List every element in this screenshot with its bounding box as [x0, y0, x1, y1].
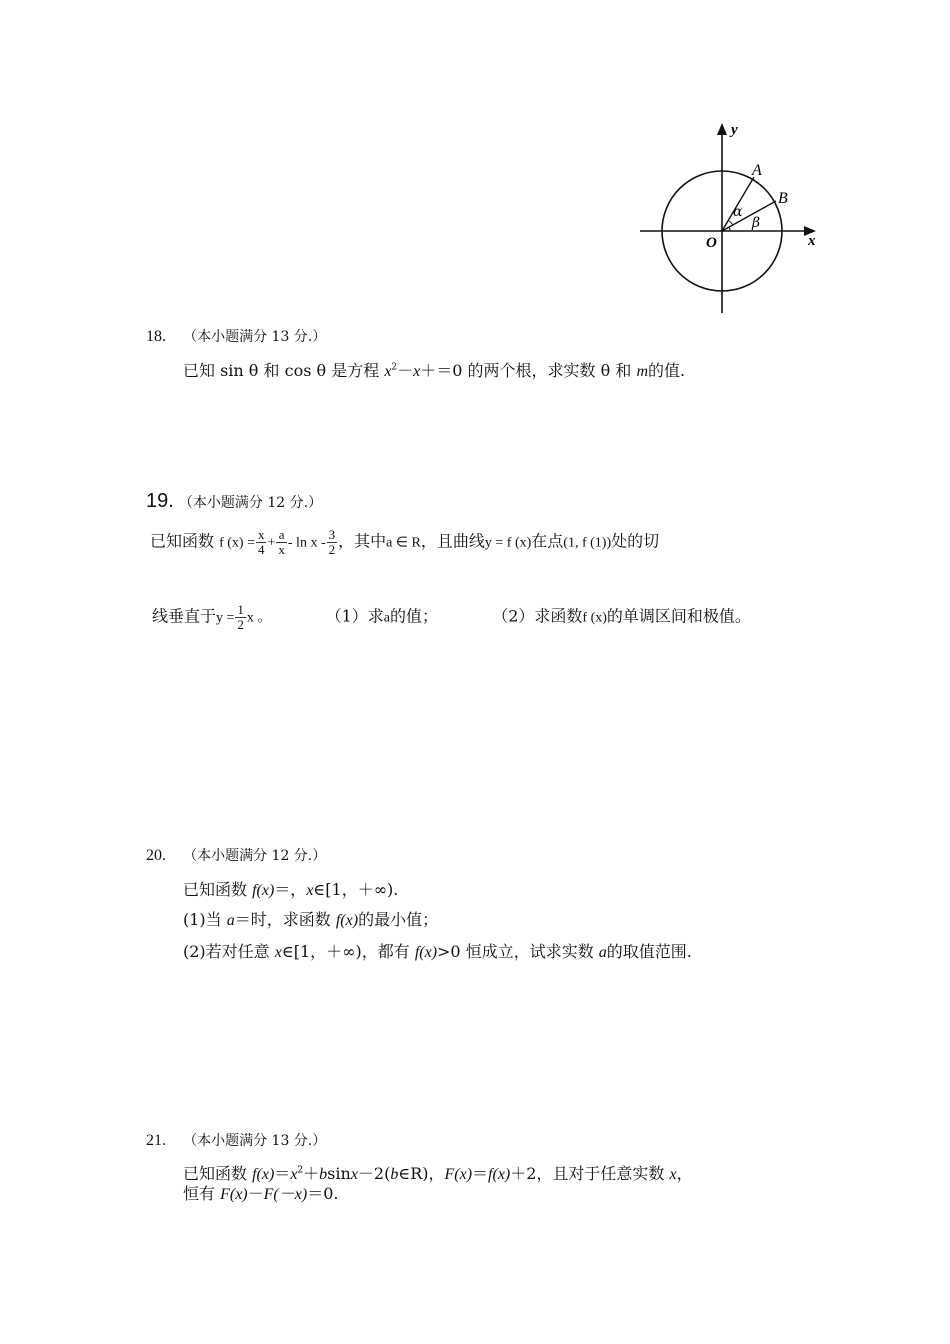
- q20-header: （本小题满分 12 分.）: [183, 848, 327, 864]
- q19-body-line2: [152, 603, 751, 631]
- q18-text-4: 的值.: [648, 361, 686, 380]
- q18-text-2: －: [397, 361, 414, 380]
- unit-circle-figure: [630, 115, 830, 320]
- question-18: [146, 326, 326, 346]
- q20-line1: 已知函数 f(x)＝，x∈[1，＋∞).: [183, 880, 399, 899]
- q19-part2-fx: f (x): [582, 610, 607, 626]
- q18-number: 18.: [146, 328, 166, 345]
- q20-line3: (2)若对任意 x∈[1，＋∞)，都有 f(x)>0 恒成立，试求实数 a的取值范围.: [183, 942, 692, 961]
- y-axis-arrow: [717, 123, 727, 135]
- q18-sup: 2: [391, 362, 398, 373]
- q21-number: 21.: [146, 1132, 166, 1149]
- q18-text-1: 已知 sin θ 和 cos θ 是方程: [183, 361, 385, 380]
- question-21: [146, 1130, 326, 1150]
- q19-part1-a: （1）求: [325, 606, 384, 626]
- label-x: x: [808, 233, 816, 249]
- question-20: [146, 845, 326, 865]
- q19-frac-a-over-x: $\frac{a}{x}$: [278, 527, 285, 557]
- q19-f-lhs: f (x) =: [219, 535, 255, 551]
- q19-frac-3-over-2: $\frac{3}{2}$: [328, 527, 336, 557]
- q19-text-6: 线垂直于: [152, 606, 217, 626]
- label-beta: β: [752, 215, 761, 231]
- q18-header: （本小题满分 13 分.）: [183, 329, 327, 345]
- label-alpha: α: [733, 204, 743, 220]
- q19-frac-x-over-4: $\frac{x}{4}$: [257, 527, 265, 557]
- q19-part1-var: a: [383, 610, 391, 626]
- q19-text-4: 在点: [531, 531, 564, 551]
- angle-arc-alpha: [729, 221, 733, 225]
- q18-var-x2: x: [413, 363, 421, 380]
- q21-header: （本小题满分 13 分.）: [183, 1133, 327, 1149]
- label-a: A: [752, 162, 762, 179]
- q19-part1-b: 的值；: [390, 606, 439, 626]
- q20-fx: f(x): [252, 882, 275, 899]
- q19-part2-b: 的单调区间和极值。: [606, 606, 751, 626]
- q19-text-2: ，其中: [338, 531, 387, 551]
- label-origin: O: [706, 235, 717, 251]
- label-y: y: [731, 122, 738, 138]
- q19-minus-ln: - ln x -: [287, 535, 326, 551]
- q19-text-5: 处的切: [611, 531, 660, 551]
- q19-body-line1: [150, 528, 659, 556]
- q18-body: [183, 358, 685, 381]
- label-b: B: [778, 190, 788, 207]
- q21-line1: 已知函数 $f(x)=x^2+bsinx-2(b\in R)$，F(x)＝f(x)＋2，且对于任意实数 x，: [183, 1164, 693, 1183]
- q19-curve: y = f (x): [484, 535, 532, 551]
- q18-text-3: ＋＝0 的两个根，求实数 θ 和: [420, 361, 637, 380]
- q21-line2: 恒有 F(x)－F(－x)＝0.: [183, 1184, 339, 1203]
- q20-line2: (1)当 a＝时，求函数 f(x)的最小值；: [183, 910, 439, 929]
- q19-text-3: ，且曲线: [420, 531, 485, 551]
- q19-text-1: 已知函数: [150, 531, 220, 551]
- q19-header: （本小题满分 12 分.）: [178, 495, 323, 511]
- q19-plus: +: [267, 535, 276, 551]
- q19-part2-a: （2）求函数: [492, 606, 583, 626]
- q19-frac-1-over-2: $\frac{1}{2}$: [237, 602, 244, 632]
- q18-var-m: m: [636, 363, 649, 380]
- q19-y-eq: y =: [216, 610, 235, 626]
- q19-number: 19.: [146, 490, 174, 512]
- question-19: [146, 490, 322, 513]
- q20-number: 20.: [146, 847, 166, 864]
- q19-a-in-r: a ∈ R: [386, 535, 421, 551]
- q19-point: (1, f (1)): [563, 535, 612, 551]
- q19-x-end: x 。: [246, 610, 272, 626]
- q18-var-x: x: [384, 363, 392, 380]
